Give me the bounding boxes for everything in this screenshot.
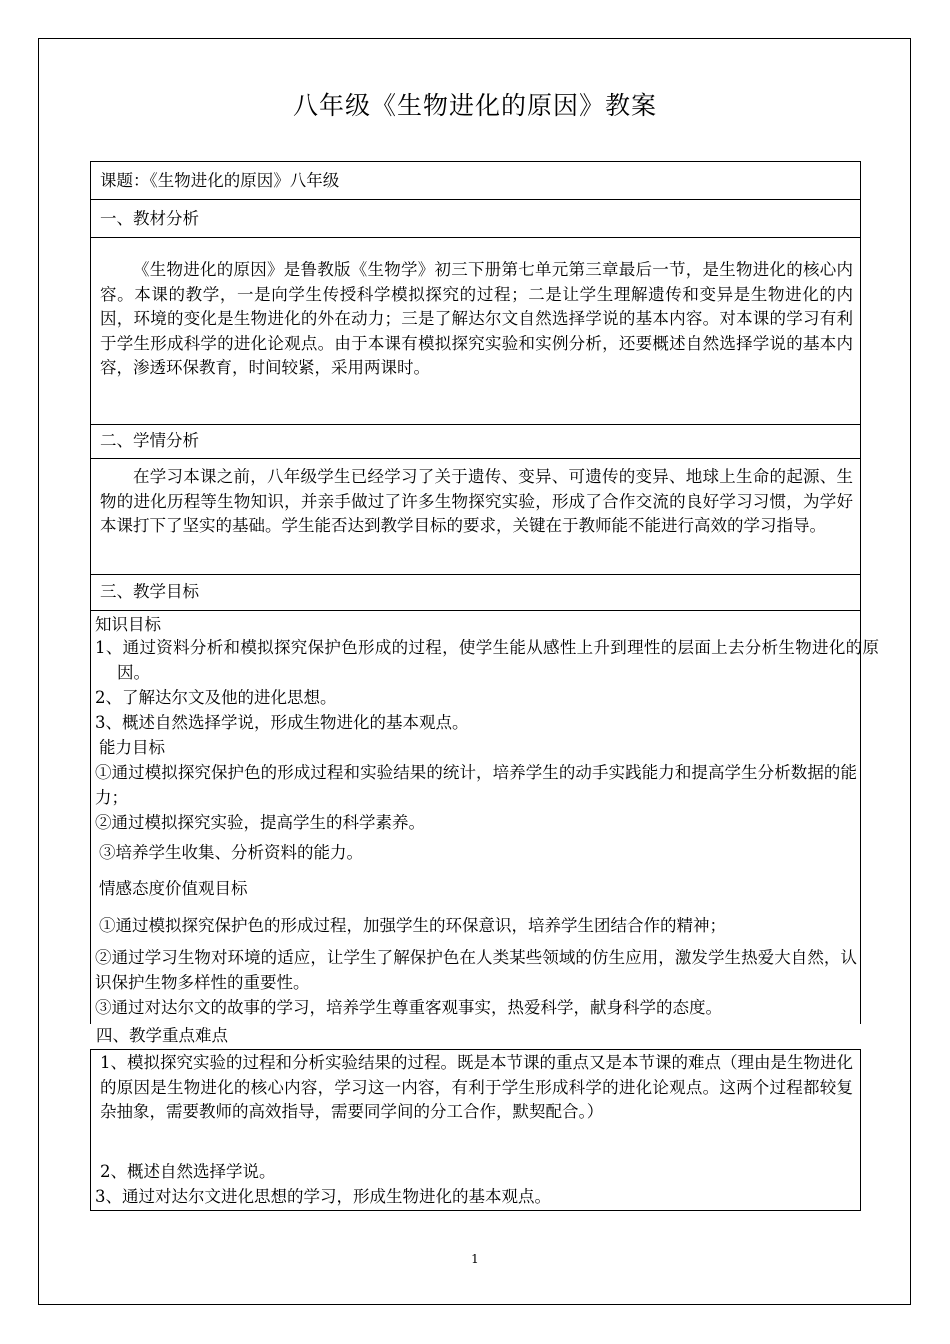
section3-body-row (90, 610, 879, 1024)
section2-body: 在学习本课之前，八年级学生已经学习了关于遗传、变异、可遗传的变异、地球上生命的起源、生物的进化历程等生物知识，并亲手做过了许多生物探究实验，形成了合作交流的良好学习习惯，为学好本课打下了坚实的基础。学生能否达到教学目标的要求，关键在于教师能不能进行高效的学习指导。 (100, 467, 853, 535)
key-point-1: 1、模拟探究实验的过程和分析实验结果的过程。既是本节课的重点又是本节课的难点（理由是生物进化的原因是生物进化的核心内容，学习这一内容，有利于学生形成科学的进化论观点。这两个过程都较复杂抽象，需要教师的高效指导，需要同学间的分工合作，默契配合。） (100, 1053, 853, 1121)
topic-text: 课题：《生物进化的原因》八年级 (100, 171, 340, 190)
section1-body-row (90, 237, 861, 424)
section3-heading: 三、教学目标 (100, 582, 199, 601)
ability-item-1: ①通过模拟探究保护色的形成过程和实验结果的统计，培养学生的动手实践能力和提高学生分析数据的能力； (95, 763, 857, 807)
knowledge-heading: 知识目标 (95, 615, 161, 634)
ability-item-3: ③培养学生收集、分析资料的能力。 (99, 843, 363, 862)
section3-heading-row (90, 574, 861, 610)
topic-row (90, 161, 861, 199)
section1-body: 《生物进化的原因》是鲁教版《生物学》初三下册第七单元第三章最后一节，是生物进化的核心内容。本课的教学，一是向学生传授科学模拟探究的过程；二是让学生理解遗传和变异是生物进化的内因，环境的变化是生物进化的外在动力；三是了解达尔文自然选择学说的基本内容。对本课的学习有利于学生形成科学的进化论观点。由于本课有模拟探究实验和实例分析，还要概述自然选择学说的基本内容，渗透环保教育，时间较紧，采用两课时。 (100, 260, 853, 377)
section1-heading-row (90, 199, 861, 237)
section2-body-row (90, 458, 861, 574)
section2-heading-row (90, 424, 861, 458)
ability-heading: 能力目标 (99, 738, 165, 757)
key-point-2: 2、概述自然选择学说。 (100, 1162, 276, 1181)
page-number: 1 (471, 1252, 479, 1266)
document-title: 八年级《生物进化的原因》教案 (292, 91, 657, 120)
section2-heading: 二、学情分析 (100, 431, 199, 450)
knowledge-item-2: 2、了解达尔文及他的进化思想。 (95, 688, 337, 707)
section4-body-row (90, 1049, 861, 1211)
knowledge-item-3: 3、概述自然选择学说，形成生物进化的基本观点。 (95, 713, 469, 732)
key-point-3: 3、通过对达尔文进化思想的学习，形成生物进化的基本观点。 (95, 1187, 551, 1206)
knowledge-item-1: 1、通过资料分析和模拟探究保护色形成的过程，使学生能从感性上升到理性的层面上去分析生物进化的原因。 (95, 638, 879, 682)
emotion-item-2: ②通过学习生物对环境的适应，让学生了解保护色在人类某些领域的仿生应用，激发学生热爱大自然，认识保护生物多样性的重要性。 (95, 948, 857, 992)
emotion-item-3: ③通过对达尔文的故事的学习，培养学生尊重客观事实，热爱科学，献身科学的态度。 (95, 998, 722, 1017)
emotion-item-1: ①通过模拟探究保护色的形成过程，加强学生的环保意识，培养学生团结合作的精神； (99, 916, 726, 935)
emotion-heading: 情感态度价值观目标 (99, 879, 248, 898)
section1-heading: 一、教材分析 (100, 209, 199, 228)
section4-heading: 四、教学重点难点 (96, 1026, 228, 1045)
ability-item-2: ②通过模拟探究实验，提高学生的科学素养。 (95, 813, 425, 832)
